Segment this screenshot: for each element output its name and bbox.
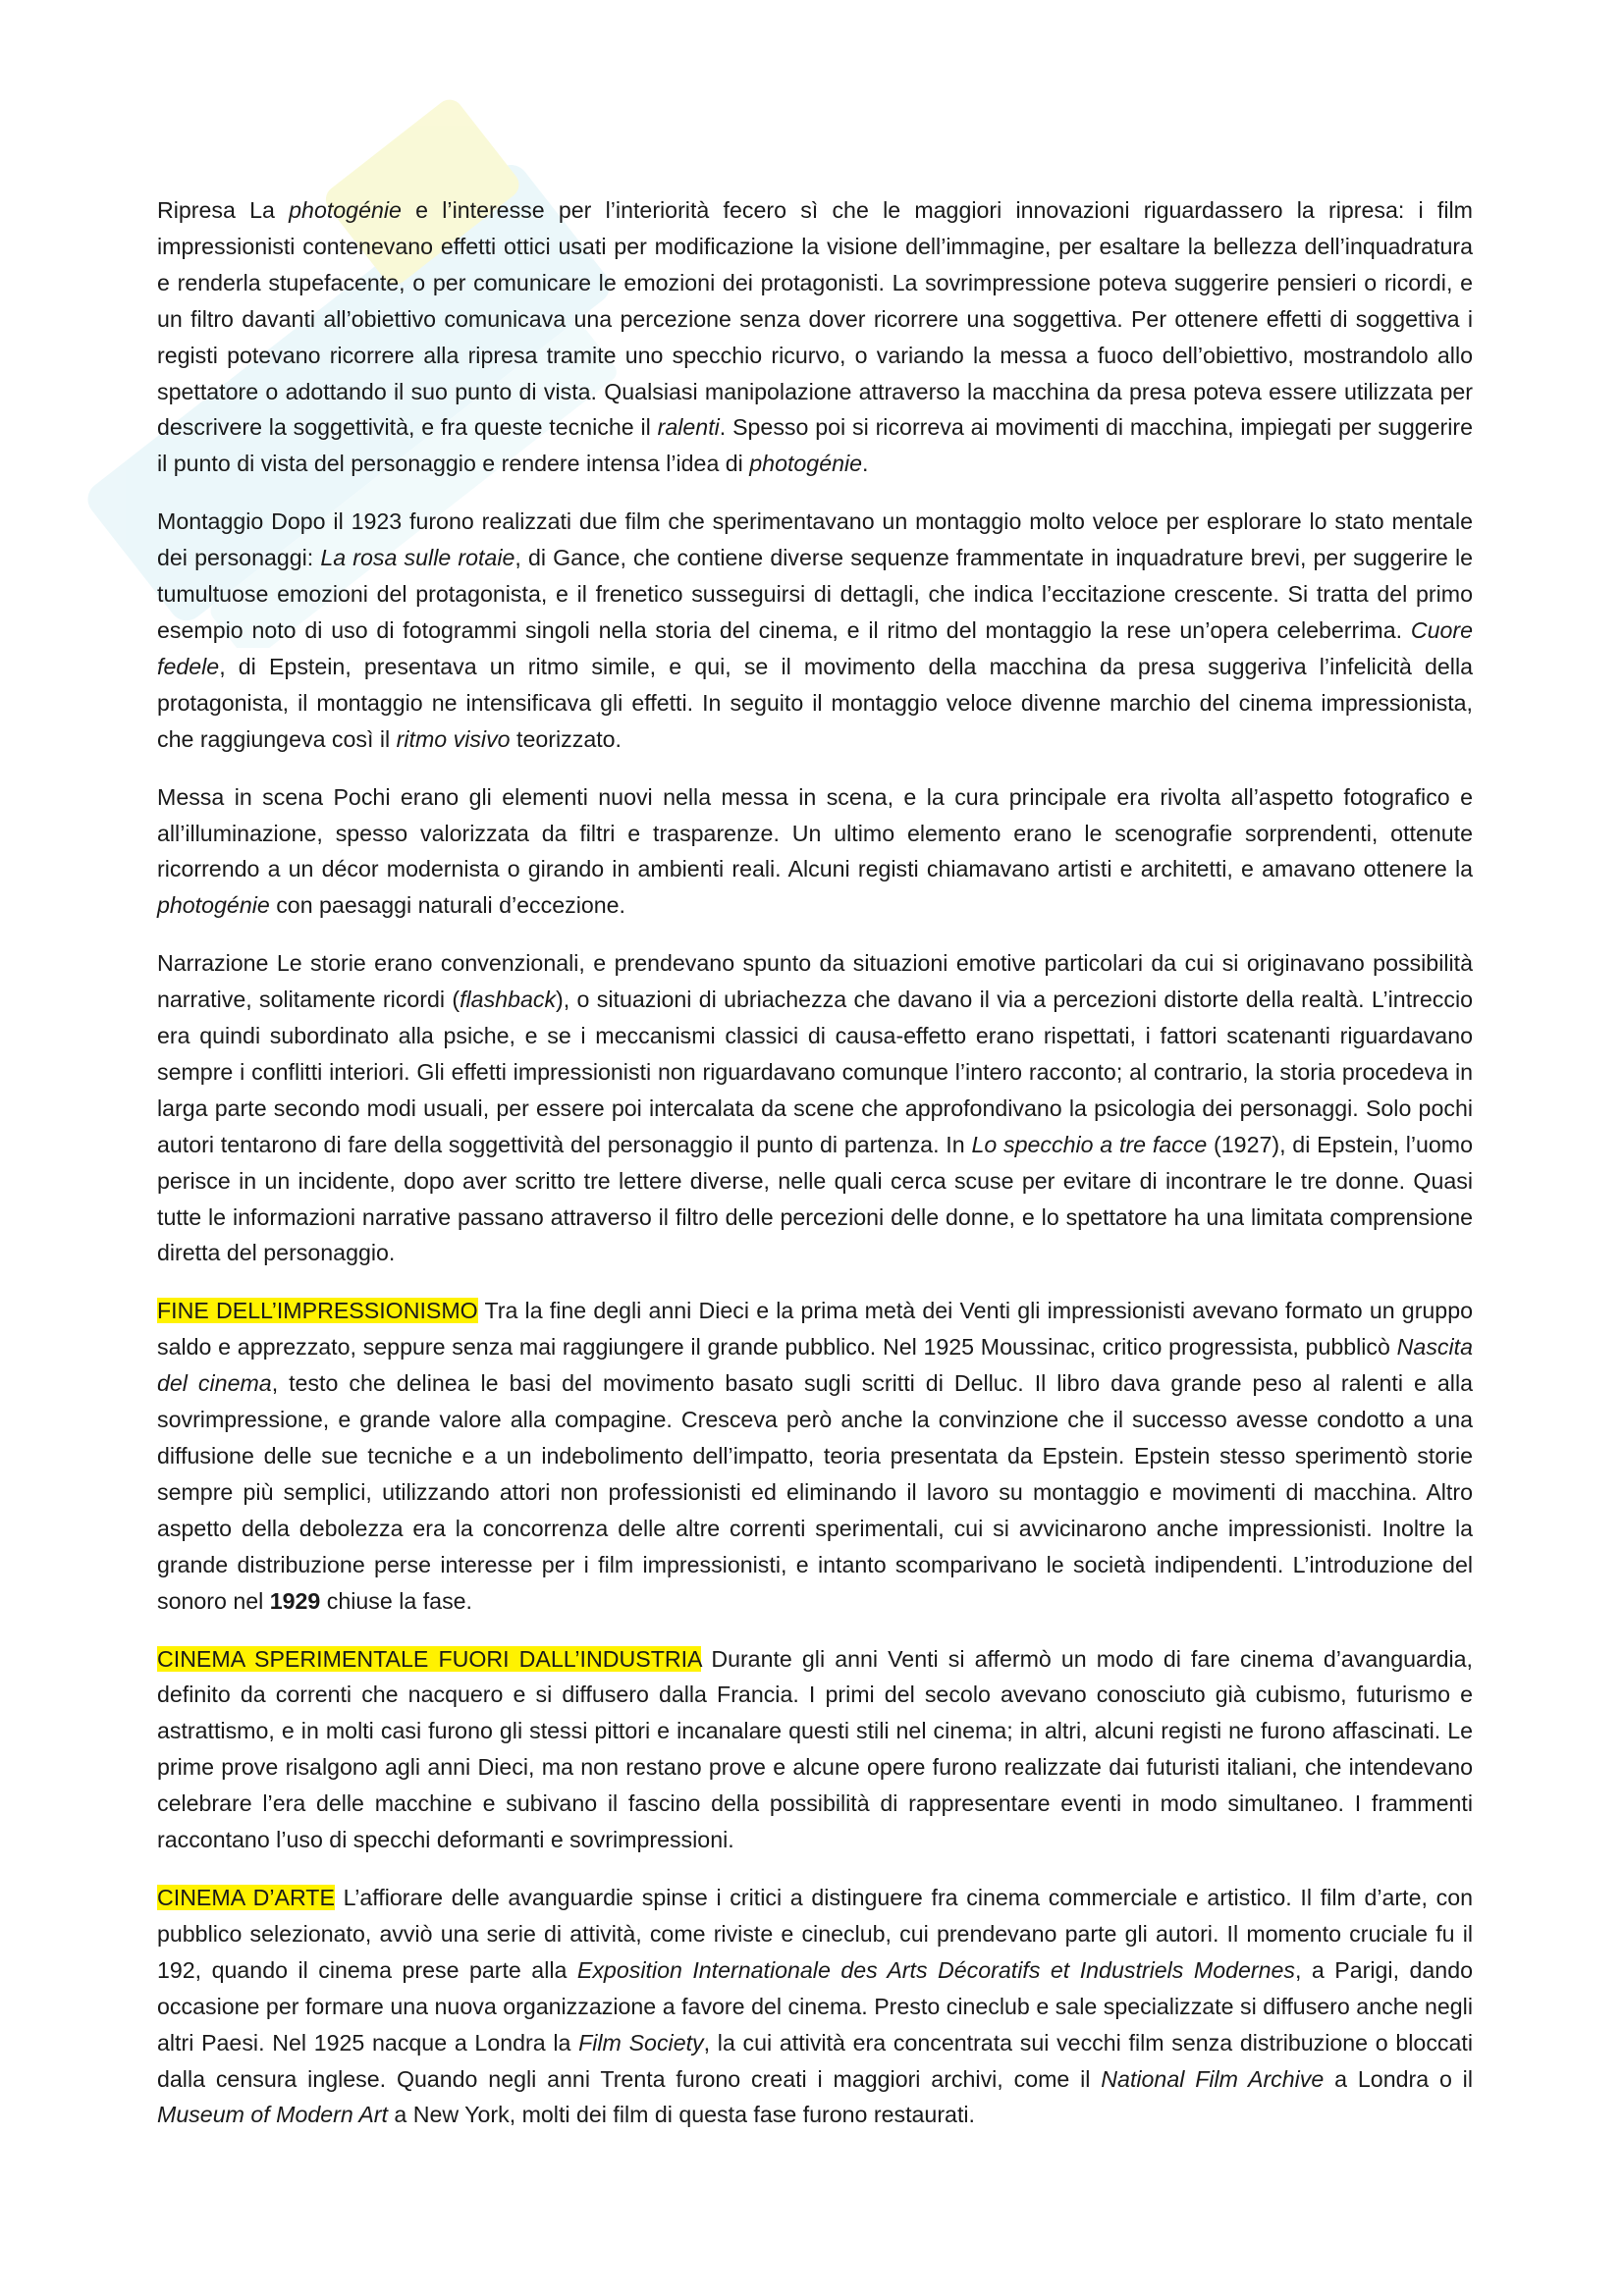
- section-heading-highlighted: CINEMA SPERIMENTALE FUORI DALL’INDUSTRIA: [157, 1645, 702, 1672]
- text-run: La: [235, 197, 290, 223]
- text-run: L’affiorare delle avanguardie spinse i critici a distinguere fra cinema commerciale e artistico. Il film d’arte, con pubblico selezionato, avviò una serie di attività, come riviste e cineclub, cui prendevano parte gli autori. Il momento cruciale fu il 192, quando il cinema prese parte alla: [157, 1884, 1473, 1983]
- section-label: Ripresa: [157, 197, 236, 223]
- section-body: [157, 197, 1473, 476]
- italic-title: La rosa sulle rotaie: [320, 545, 515, 571]
- text-run: .: [862, 451, 869, 477]
- section-body: [157, 1646, 1473, 1853]
- text-run: Le storie erano convenzionali, e prendevano spunto da situazioni emotive particolari da cui si originavano possibilità narrative, solitamente ricordi (: [157, 950, 1473, 1013]
- text-run: con paesaggi naturali d’eccezione.: [269, 892, 625, 919]
- italic-title: Museum of Modern Art: [157, 2102, 388, 2128]
- italic-title: Lo specchio a tre facce: [971, 1131, 1208, 1157]
- text-run: Dopo il 1923 furono realizzati due film che sperimentavano un montaggio molto veloce per esplorare lo stato mentale dei personaggi:: [157, 508, 1473, 571]
- section-fine-impressionismo: [157, 1293, 1473, 1619]
- section-messa-in-scena: [157, 779, 1473, 925]
- text-run: , di Epstein, presentava un ritmo simile, e qui, se il movimento della macchina da presa suggeriva l’infelicità della protagonista, il montaggio ne intensificava gli effetti. In seguito il montaggio veloce divenne marchio del cinema impressionista, che raggiungeva così il: [157, 653, 1473, 752]
- italic-title: flashback: [460, 987, 557, 1013]
- italic-title: Film Society: [578, 2029, 704, 2056]
- section-narrazione: [157, 945, 1473, 1271]
- text-run: chiuse la fase.: [320, 1587, 472, 1614]
- section-label: Narrazione: [157, 950, 269, 977]
- text-run: teorizzato.: [510, 725, 622, 752]
- text-run: Pochi erano gli elementi nuovi nella messa in scena, e la cura principale era rivolta all’aspetto fotografico e all’illuminazione, spesso valorizzata da filtri e trasparenze. Un ultimo elemento erano le scenografie sorprendenti, ottenute ricorrendo a un décor modernista o girando in ambienti reali. Alcuni registi chiamavano artisti e architetti, e amavano ottenere la: [157, 783, 1473, 882]
- section-montaggio: [157, 504, 1473, 757]
- section-heading-highlighted: FINE DELL’IMPRESSIONISMO: [157, 1298, 478, 1324]
- section-label: Montaggio: [157, 508, 264, 535]
- italic-title: photogénie: [289, 197, 402, 223]
- section-body: [157, 784, 1473, 919]
- text-run: . Spesso poi si ricorreva ai movimenti di macchina, impiegati per suggerire il punto di vista del personaggio e rendere intensa l’idea di: [157, 414, 1474, 477]
- text-run: ), o situazioni di ubriachezza che davano il via a percezioni distorte della realtà. L’intreccio era quindi subordinato alla psiche, e se i meccanismi classici di causa-effetto erano rispettati, i fattori scatenanti riguardavano sempre i conflitti interiori. Gli effetti impressionisti non riguardavano comunque l’intero racconto; al contrario, la storia procedeva in larga parte secondo modi usuali, per essere poi intercalata da scene che approfondivano la psicologia dei personaggi. Solo pochi autori tentarono di fare della soggettività del personaggio il punto di partenza. In: [157, 987, 1473, 1157]
- italic-title: National Film Archive: [1101, 2065, 1325, 2092]
- text-run: a New York, molti dei film di questa fase furono restaurati.: [387, 2102, 975, 2128]
- italic-title: ralenti: [657, 414, 720, 441]
- italic-title: Cuore fedele: [157, 616, 1473, 679]
- section-body: [157, 1885, 1473, 2127]
- text-run: a Londra o il: [1324, 2065, 1473, 2092]
- italic-title: Exposition Internationale des Arts Décoratifs et Industriels Modernes: [576, 1956, 1295, 1983]
- text-run: , la cui attività era concentrata sui vecchi film senza distribuzione o bloccati dalla censura inglese. Quando negli anni Trenta furono creati i maggiori archivi, come il: [157, 2029, 1474, 2092]
- italic-title: photogénie: [749, 451, 863, 477]
- text-run: , testo che delinea le basi del movimento basato sugli scritti di Delluc. Il libro dava grande peso al ralenti e alla sovrimpressione, e grande valore alla compagine. Cresceva però anche la convinzione che il successo avesse condotto a una diffusione delle sue tecniche e a un indebolimento dell’impatto, teoria presentata da Epstein. Epstein stesso sperimentò storie sempre più semplici, utilizzando attori non professionisti ed eliminando il lavoro su montaggio e movimenti di macchina. Altro aspetto della debolezza era la concorrenza delle altre correnti sperimentali, cui si avvicinarono anche impressionisti. Inoltre la grande distribuzione perse interesse per i film impressionisti, e intanto scomparivano le società indipendenti. L’introduzione del sonoro nel: [157, 1370, 1473, 1614]
- italic-title: ritmo visivo: [396, 725, 511, 752]
- section-heading-highlighted: CINEMA D’ARTE: [157, 1884, 335, 1910]
- section-cinema-arte: [157, 1880, 1473, 2133]
- section-ripresa: [157, 192, 1473, 482]
- text-run: Durante gli anni Venti si affermò un modo di fare cinema d’avanguardia, definito da correnti che nacquero e si diffusero dalla Francia. I primi del secolo avevano conosciuto già cubismo, futurismo e astrattismo, e in molti casi furono gli stessi pittori e incanalare questi stili nel cinema; in altri, alcuni registi ne furono affascinati. Le prime prove risalgono agli anni Dieci, ma non restano prove e alcune opere furono realizzate dai futuristi italiani, che intendevano celebrare l’era delle macchine e subivano il fascino della possibilità di rappresentare eventi in modo simultaneo. I frammenti raccontano l’uso di specchi deformanti e sovrimpressioni.: [157, 1645, 1473, 1853]
- document-page: [157, 192, 1473, 2155]
- text-run: e l’interesse per l’interiorità fecero sì che le maggiori innovazioni riguardassero la ripresa: i film impressionisti contenevano effetti ottici usati per modificazione la visione dell’immagine, per esaltare la bellezza dell’inquadratura e renderla stupefacente, o per comunicare le emozioni dei protagonisti. La sovrimpressione poteva suggerire pensieri o ricordi, e un filtro davanti all’obiettivo comunicava una percezione senza dover ricorrere una soggettiva. Per ottenere effetti di soggettiva i registi potevano ricorrere alla ripresa tramite uno specchio ricurvo, o variando la messa a fuoco dell’obiettivo, mostrandolo allo spettatore o adottando il suo punto di vista. Qualsiasi manipolazione attraverso la macchina da presa poteva essere utilizzata per descrivere la soggettività, e fra queste tecniche il: [157, 197, 1473, 441]
- section-body: [157, 508, 1473, 751]
- text-run: , a Parigi, dando occasione per formare una nuova organizzazione a favore del cinema. Presto cineclub e sale specializzate si diffusero anche negli altri Paesi. Nel 1925 nacque a Londra la: [157, 1956, 1473, 2056]
- italic-title: photogénie: [157, 892, 270, 919]
- section-body: [157, 1298, 1473, 1613]
- italic-title: Nascita del cinema: [157, 1334, 1473, 1397]
- section-label: Messa in scena: [157, 783, 324, 810]
- text-run: , di Gance, che contiene diverse sequenze frammentate in inquadrature brevi, per suggerire le tumultuose emozioni del protagonista, e il frenetico susseguirsi di dettagli, che indica l’eccitazione crescente. Si tratta del primo esempio noto di uso di fotogrammi singoli nella storia del cinema, e il ritmo del montaggio la rese un’opera celeberrima.: [157, 545, 1473, 643]
- section-cinema-sperimentale: [157, 1641, 1473, 1858]
- section-body: [157, 950, 1473, 1265]
- text-run: Tra la fine degli anni Dieci e la prima metà dei Venti gli impressionisti avevano formato un gruppo saldo e apprezzato, seppure senza mai raggiungere il grande pubblico. Nel 1925 Moussinac, critico progressista, pubblicò: [157, 1298, 1473, 1361]
- text-run: (1927), di Epstein, l’uomo perisce in un incidente, dopo aver scritto tre lettere diverse, nelle quali cerca scuse per evitare di incontrare le tre donne. Quasi tutte le informazioni narrative passano attraverso il filtro delle percezioni delle donne, e lo spettatore ha una limitata comprensione diretta del personaggio.: [157, 1131, 1474, 1266]
- bold-text: 1929: [269, 1587, 321, 1614]
